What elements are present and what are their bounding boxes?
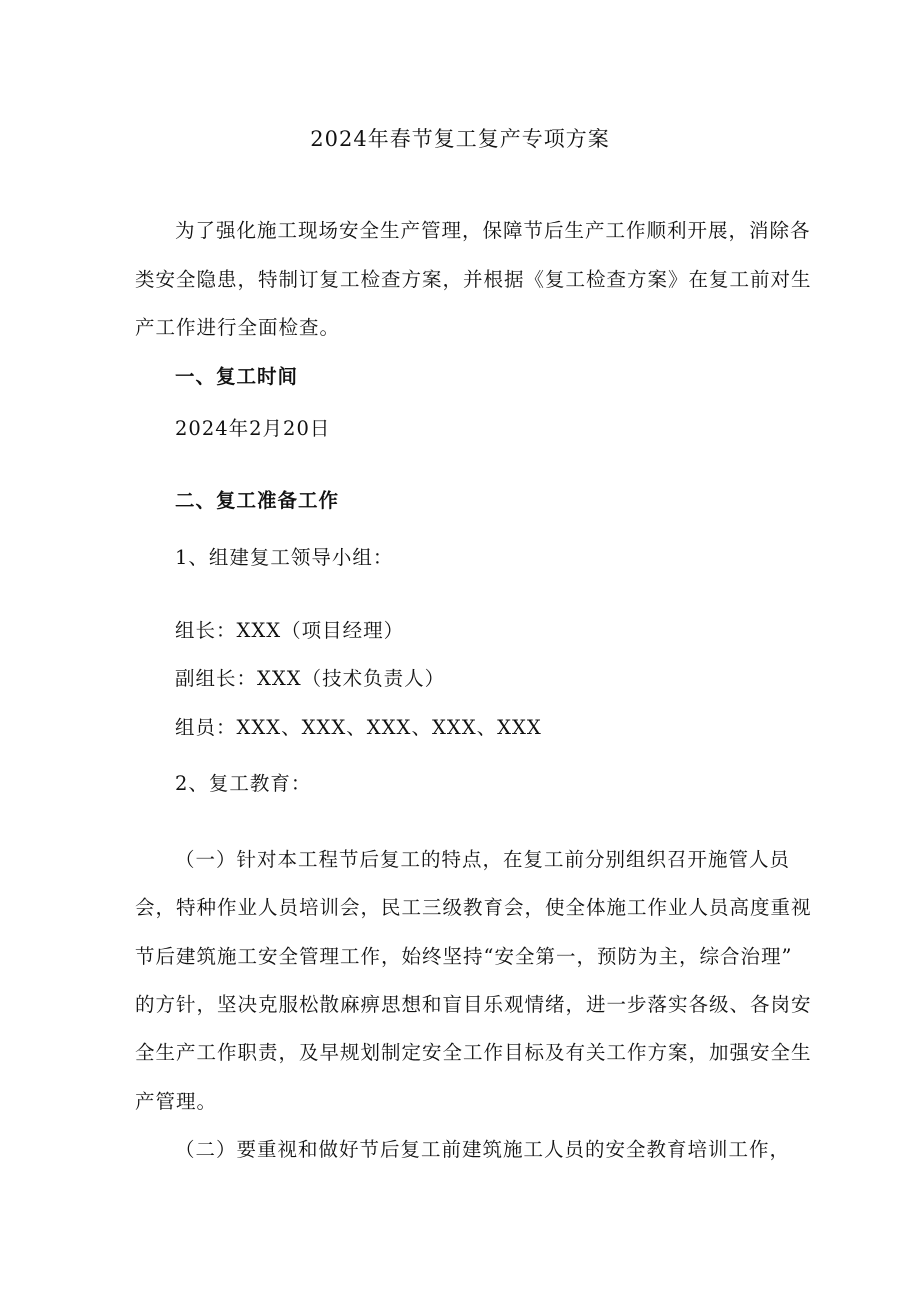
item2-label: 2、复工教育：	[175, 772, 312, 795]
para1-line-2: 会，特种作业人员培训会，民工三级教育会，使全体施工作业人员高度重视	[135, 896, 812, 919]
section2-heading: 二、复工准备工作	[175, 489, 340, 512]
section1-heading: 一、复工时间	[175, 365, 299, 388]
item1-label: 1、组建复工领导小组：	[175, 546, 394, 569]
para2-line-1: （二）要重视和做好节后复工前建筑施工人员的安全教育培训工作，	[175, 1138, 791, 1161]
intro-line-2: 类安全隐患，特制订复工检查方案，并根据《复工检查方案》在复工前对生	[135, 268, 812, 291]
document-title: 2024年春节复工复产专项方案	[310, 127, 610, 151]
para1-line-5: 全生产工作职责，及早规划制定安全工作目标及有关工作方案，加强安全生	[135, 1041, 812, 1064]
intro-line-1: 为了强化施工现场安全生产管理，保障节后生产工作顺利开展，消除各	[175, 219, 811, 242]
para1-line-4: 的方针，坚决克服松散麻痹思想和盲目乐观情绪，进一步落实各级、各岗安	[135, 993, 812, 1016]
leader-line: 组长：XXX（项目经理）	[175, 619, 405, 642]
deputy-leader-line: 副组长：XXX（技术负责人）	[175, 667, 446, 690]
para1-line-6: 产管理。	[135, 1090, 218, 1113]
para1-line-3: 节后建筑施工安全管理工作，始终坚持“安全第一，预防为主，综合治理”	[135, 945, 793, 968]
para1-line-1: （一）针对本工程节后复工的特点，在复工前分别组织召开施管人员	[175, 848, 791, 871]
section1-date: 2024年2月20日	[175, 417, 331, 440]
intro-line-3: 产工作进行全面检查。	[135, 316, 341, 339]
members-line: 组员：XXX、XXX、XXX、XXX、XXX	[175, 716, 542, 739]
